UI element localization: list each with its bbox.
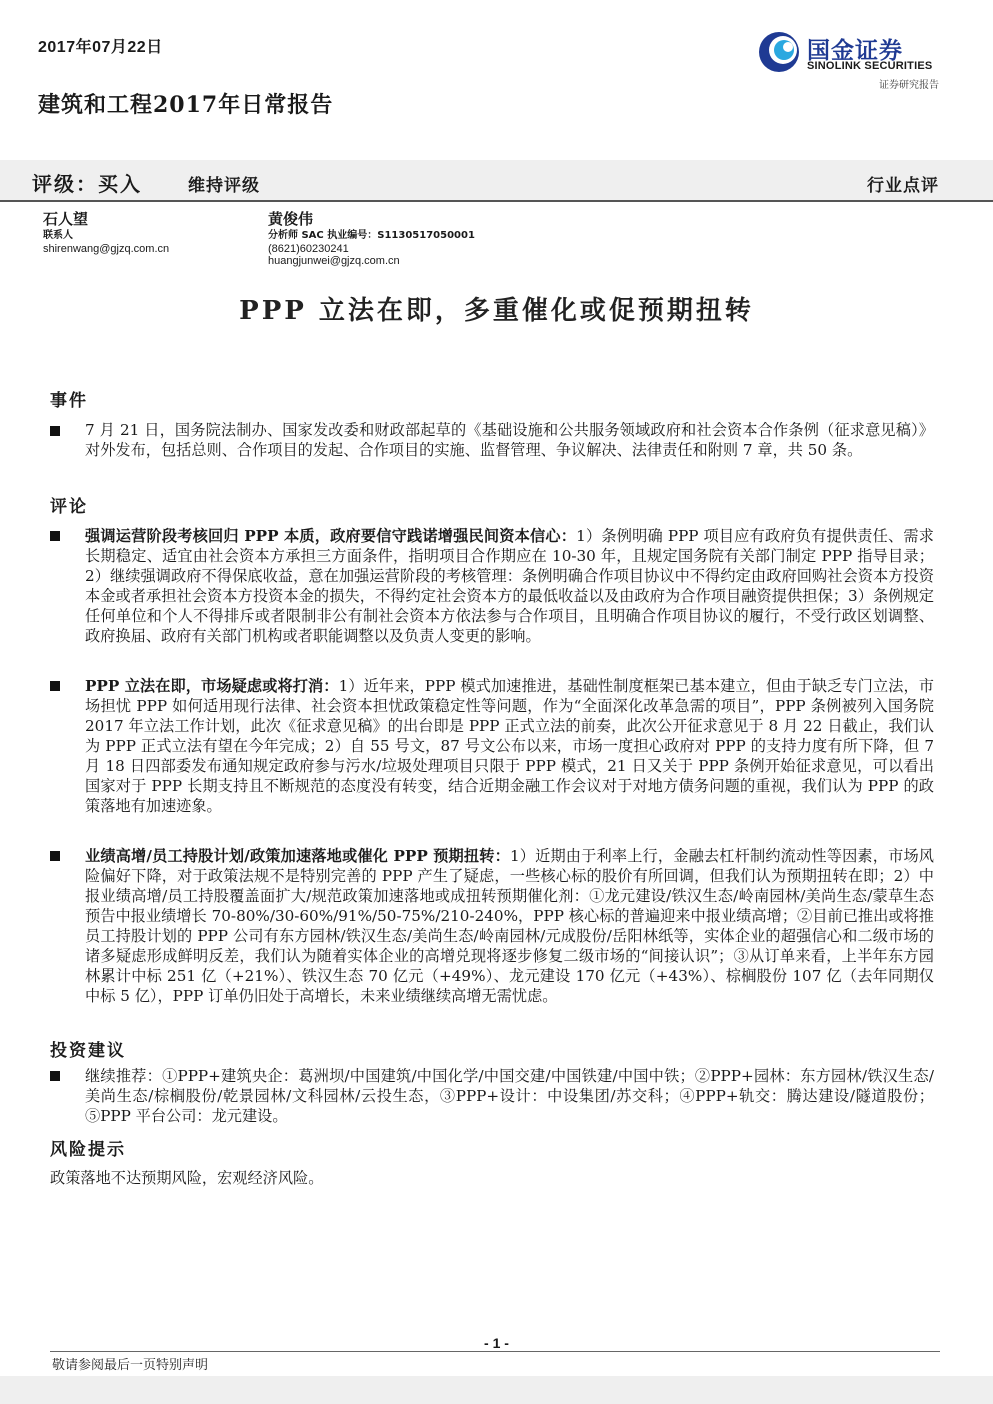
rating-bar: [0, 160, 993, 200]
rating-divider: [0, 200, 993, 202]
rating-maintain: 维持评级: [188, 176, 260, 196]
section-title-comment: 评论: [50, 497, 88, 517]
section-title-event: 事件: [50, 391, 88, 411]
event-paragraph: 7 月 21 日，国务院法制办、国家发改委和财政部起草的《基础设施和公共服务领域政府和社会资本合作条例（征求意见稿）》对外发布，包括总则、合作项目的发起、合作项目的实施、监督管理、争议解决、法律责任和附则 7 章，共 50 条。: [85, 421, 934, 459]
logo-name-en: SINOLINK SECURITIES: [807, 60, 933, 72]
comment-lead: PPP 立法在即，市场疑虑或将打消：: [85, 677, 339, 695]
report-series-title: 建筑和工程2017年日常报告: [38, 92, 334, 118]
comment-lead: 业绩高增/员工持股计划/政策加速落地或催化 PPP 预期扭转：: [85, 847, 510, 865]
bottom-band: [0, 1376, 993, 1404]
risk-paragraph: 政策落地不达预期风险，宏观经济风险。: [50, 1169, 324, 1187]
analyst-contact: [43, 208, 169, 255]
bullet-icon: [50, 681, 60, 691]
rating-label: 评级：买入: [32, 172, 142, 196]
invest-paragraph: 继续推荐：①PPP+建筑央企：葛洲坝/中国建筑/中国化学/中国交建/中国铁建/中国中铁；②PPP+园林：东方园林/铁汉生态/美尚生态/棕榈股份/乾景园林/文科园林/云投生态，③PPP+设计：中设集团/苏交科；④PPP+轨交：腾达建设/隧道股份；⑤PPP 平台公司：龙元建设。: [85, 1067, 934, 1125]
analyst-name: 石人望: [43, 210, 89, 228]
comment-lead: 强调运营阶段考核回归 PPP 本质，政府要信守践诺增强民间资本信心：: [85, 527, 577, 545]
logo-subtitle: 证券研究报告: [879, 80, 939, 91]
analyst-email[interactable]: shirenwang@gjzq.com.cn: [43, 242, 170, 255]
comment-text: 1）近期由于利率上行，金融去杠杆制约流动性等因素，市场风险偏好下降，对于政策法规不是特别完善的 PPP 产生了疑虑，一些核心标的股价有所回调，但我们认为预期扭转在即；2）中报业绩高增/员工持股覆盖面扩大/规范政策加速落地或成扭转预期催化剂：①龙元建设/铁汉生态/岭南园林/美尚生态/蒙草生态预告中报业绩增长 70-80%/30-60%/91%/50-75%/210-240%，PPP 核心标的普遍迎来中报业绩高增；②目前已推出或将推员工持股计划的 PPP 公司有东方园林/铁汉生态/美尚生态/岭南园林/元成股份/岳阳林纸等，实体企业的超强信心和二级市场的诸多疑虑形成鲜明反差，我们认为随着实体企业的高增兑现将逐步修复二级市场的“间接认识”；③从订单来看，上半年东方园林累计中标 251 亿（+21%）、铁汉生态 70 亿元（+49%）、龙元建设 170 亿元（+43%）、棕榈股份 107 亿（去年同期仅中标 5 亿），PPP 订单仍旧处于高增长，未来业绩继续高增无需忧虑。: [85, 847, 934, 1005]
sinolink-logo-icon: [757, 30, 801, 74]
analyst-role: 联系人: [43, 230, 73, 241]
comment-text: 1）近年来，PPP 模式加速推进，基础性制度框架已基本建立，但由于缺乏专门立法，市场担忧 PPP 如何适用现行法律、社会资本担忧政策稳定性等问题，作为“全面深化改革急需的项目”，PPP 条例被列入国务院 2017 年立法工作计划，此次《征求意见稿》的出台即是 PPP 正式立法的前奏，此次公开征求意见于 8 月 22 日截止，我们认为 PPP 正式立法有望在今年完成；2）自 55 号文，87 号文公布以来，市场一度担心政府对 PPP 的支持力度有所下降，但 7 月 18 日四部委发布通知规定政府参与污水/垃圾处理项目只限于 PPP 模式，21 日又关于 PPP 条例开始征求意见，可以看出国家对于 PPP 长期支持且不断规范的态度没有转变，结合近期金融工作会议对于对地方债务问题的重视，我们认为 PPP 的政策落地有加速迹象。: [85, 677, 934, 815]
analyst-role: 分析师 SAC 执业编号：S1130517050001: [268, 230, 475, 241]
sinolink-logo: [757, 30, 947, 92]
comment-paragraph: [85, 676, 934, 816]
comment-paragraph: [85, 846, 934, 1006]
comment-text: 1）条例明确 PPP 项目应有政府负有提供责任、需求长期稳定、适宜由社会资本方承担三方面条件，指明项目合作期应在 10-30 年，且规定国务院有关部门制定 PPP 指导目录；2）继续强调政府不得保底收益，意在加强运营阶段的考核管理：条例明确合作项目协议中不得约定由政府回购社会资本方投资本金或者承担社会资本方投资本金的损失，不得约定社会资本方的最低收益以及由政府为合作项目融资提供担保；3）条例规定任何单位和个人不得排斥或者限制非公有制社会资本方依法参与合作项目，且明确合作项目协议的履行，不受行政区划调整、政府换届、政府有关部门机构或者职能调整以及负责人变更的影响。: [85, 527, 934, 645]
analyst-main: [268, 208, 475, 268]
analyst-phone: (8621)60230241: [268, 242, 349, 255]
section-title-invest: 投资建议: [50, 1041, 126, 1061]
logo-name-cn: 国金证券: [807, 38, 903, 64]
page-number: - 1 -: [484, 1335, 509, 1351]
bullet-icon: [50, 426, 60, 436]
report-type: 行业点评: [867, 176, 939, 196]
report-headline: PPP 立法在即，多重催化或促预期扭转: [239, 296, 754, 326]
report-date: 2017年07月22日: [38, 39, 163, 56]
footer-divider: [50, 1351, 940, 1352]
bullet-icon: [50, 851, 60, 861]
analyst-email[interactable]: huangjunwei@gjzq.com.cn: [268, 255, 400, 267]
bullet-icon: [50, 1071, 60, 1081]
bullet-icon: [50, 531, 60, 541]
analyst-name: 黄俊伟: [268, 210, 314, 228]
comment-paragraph: [85, 526, 934, 646]
section-title-risk: 风险提示: [50, 1140, 126, 1160]
footer-disclaimer-note: 敬请参阅最后一页特别声明: [52, 1358, 209, 1373]
